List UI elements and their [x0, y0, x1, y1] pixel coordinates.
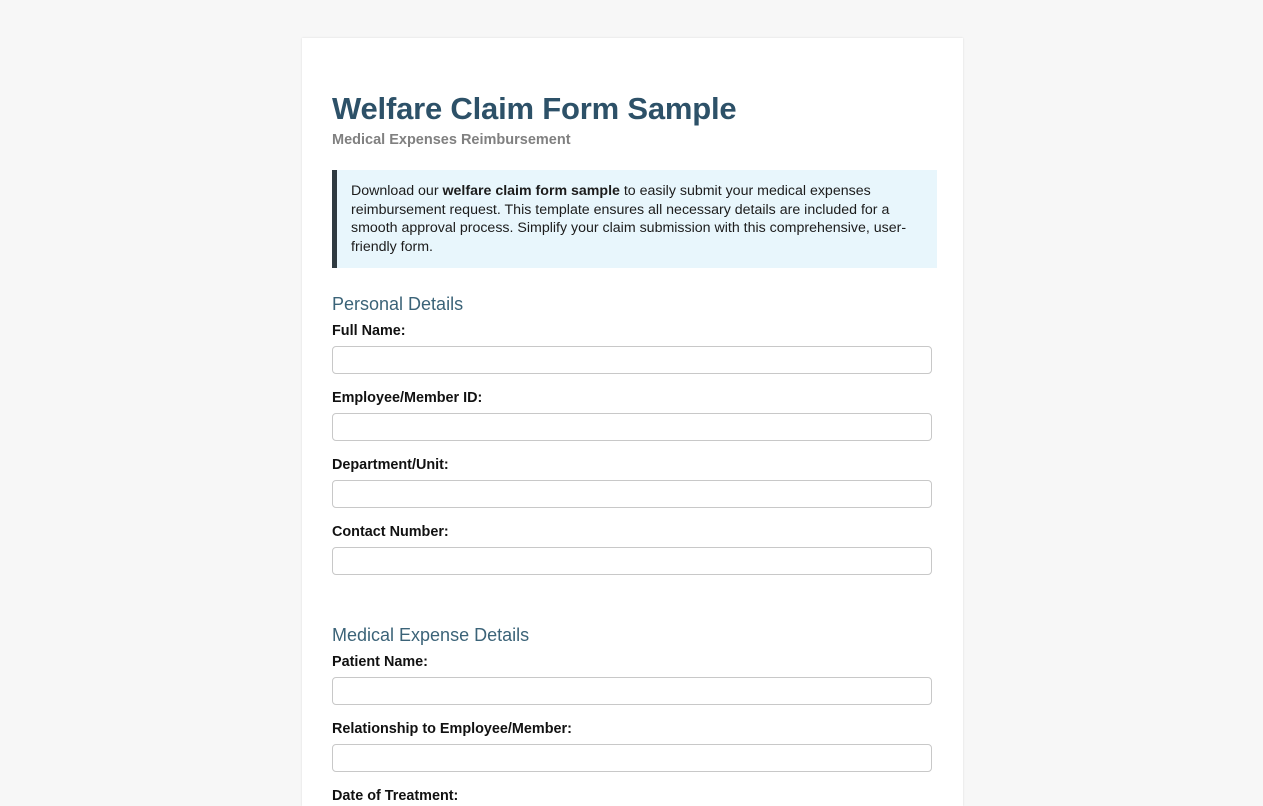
field-employee-member-id — [332, 390, 933, 441]
page-subtitle: Medical Expenses Reimbursement — [332, 132, 571, 148]
intro-callout — [332, 170, 937, 268]
label-full-name: Full Name: — [332, 323, 406, 340]
label-patient-name: Patient Name: — [332, 654, 428, 671]
label-date-of-treatment: Date of Treatment: — [332, 788, 459, 805]
input-contact-number[interactable] — [332, 547, 932, 575]
intro-callout-text — [351, 182, 923, 256]
section-heading-medical-expense-details: Medical Expense Details — [332, 625, 530, 646]
field-relationship-to-employee-member — [332, 721, 933, 772]
page-title: Welfare Claim Form Sample — [332, 91, 737, 126]
field-contact-number — [332, 524, 933, 575]
label-employee-member-id: Employee/Member ID: — [332, 390, 483, 407]
section-heading-personal-details: Personal Details — [332, 294, 464, 315]
input-employee-member-id[interactable] — [332, 413, 932, 441]
label-contact-number: Contact Number: — [332, 524, 449, 541]
field-full-name — [332, 323, 933, 374]
callout-text-after: to easily submit your medical expenses reimbursement request. This template ensures all necessary details are included for a smooth approval process. Simplify your claim submission with this comprehensive, user-friendly form. — [351, 183, 907, 255]
field-patient-name — [332, 654, 933, 705]
input-full-name[interactable] — [332, 346, 932, 374]
input-patient-name[interactable] — [332, 677, 932, 705]
callout-text-before: Download our — [351, 183, 443, 199]
field-department-unit — [332, 457, 933, 508]
input-department-unit[interactable] — [332, 480, 932, 508]
callout-bold-phrase: welfare claim form sample — [442, 183, 620, 199]
document-sheet — [302, 38, 963, 806]
label-relationship-to-employee-member: Relationship to Employee/Member: — [332, 721, 572, 738]
label-department-unit: Department/Unit: — [332, 457, 449, 474]
input-relationship-to-employee-member[interactable] — [332, 744, 932, 772]
section-spacer — [332, 575, 933, 599]
document-body — [302, 38, 963, 804]
